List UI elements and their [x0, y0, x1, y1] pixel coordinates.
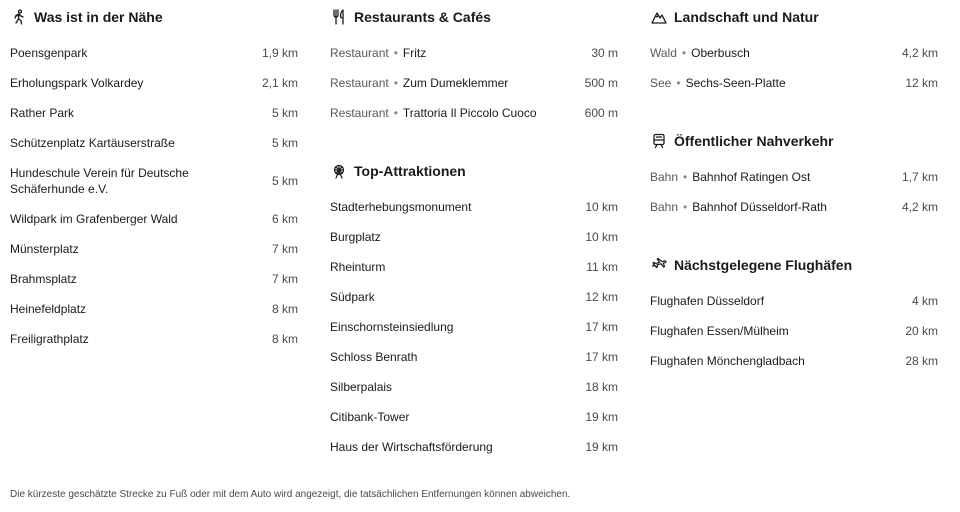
section-header [650, 248, 938, 282]
place-label: Fritz [402, 46, 427, 60]
separator-dot: • [393, 106, 398, 120]
list-item [10, 294, 298, 324]
list-item [650, 162, 938, 192]
distance-value: 8 km [271, 332, 298, 346]
list-item [330, 68, 618, 98]
train-icon [650, 132, 668, 150]
disclaimer-footnote: Die kürzeste geschätzte Strecke zu Fuß oder mit dem Auto wird angezeigt, die tatsächlichen Entfernungen können abweichen. [10, 489, 571, 500]
distance-value: 10 km [585, 200, 618, 214]
place-name: Wildpark im Grafenberger Wald [10, 212, 178, 226]
restaurants-list [330, 38, 618, 128]
distance-value: 19 km [585, 440, 618, 454]
place-name: Stadterhebungsmonument [330, 200, 472, 214]
list-item [330, 252, 618, 282]
mountain-icon [650, 8, 668, 26]
distance-value: 1,9 km [261, 46, 298, 60]
distance-value: 1,7 km [901, 170, 938, 184]
distance-value: 12 km [585, 290, 618, 304]
place-name: Münsterplatz [10, 242, 79, 256]
section-header [650, 0, 938, 34]
place-name: Freiligrathplatz [10, 332, 89, 346]
distance-value: 4,2 km [901, 200, 938, 214]
section-header [330, 154, 618, 188]
list-item [330, 342, 618, 372]
list-item [650, 346, 938, 376]
distance-value: 2,1 km [261, 76, 298, 90]
place-category: Wald [650, 46, 677, 60]
column-right [650, 0, 938, 402]
fork-knife-icon [330, 8, 348, 26]
section-title: Öffentlicher Nahverkehr [674, 133, 834, 149]
distance-value: 500 m [584, 76, 618, 90]
distance-value: 20 km [905, 324, 938, 338]
distance-value: 6 km [271, 212, 298, 226]
place-name: Haus der Wirtschaftsförderung [330, 440, 493, 454]
place-name: Silberpalais [330, 380, 393, 394]
place-label: Zum Dumeklemmer [402, 76, 509, 90]
place-name: Rheinturm [330, 260, 386, 274]
list-item [650, 68, 938, 98]
separator-dot: • [683, 170, 688, 184]
place-name [330, 75, 508, 91]
distance-value: 600 m [584, 106, 618, 120]
place-name [650, 75, 786, 91]
distance-value: 4 km [911, 294, 938, 308]
list-item [330, 372, 618, 402]
section-header [650, 124, 938, 158]
section-nature [650, 0, 938, 98]
place-name: Heinefeldplatz [10, 302, 87, 316]
column-middle [330, 0, 618, 488]
place-label: Oberbusch [691, 46, 750, 60]
place-name [330, 105, 537, 121]
section-title: Nächstgelegene Flughäfen [674, 257, 853, 273]
distance-value: 28 km [905, 354, 938, 368]
list-item [10, 234, 298, 264]
distance-value: 12 km [905, 76, 938, 90]
list-item [10, 68, 298, 98]
place-name: Erholungspark Volkardey [10, 76, 144, 90]
place-name [650, 199, 827, 215]
place-label: Trattoria Il Piccolo Cuoco [402, 106, 537, 120]
list-item [330, 402, 618, 432]
section-attractions [330, 154, 618, 462]
distance-value: 17 km [585, 350, 618, 364]
place-name: Südpark [330, 290, 375, 304]
airports-list [650, 286, 938, 376]
list-item [10, 264, 298, 294]
section-title: Top-Attraktionen [354, 163, 466, 179]
distance-value: 10 km [585, 230, 618, 244]
section-airports [650, 248, 938, 376]
place-label: Bahnhof Ratingen Ost [692, 170, 811, 184]
list-item [330, 192, 618, 222]
separator-dot: • [676, 76, 681, 90]
list-item [330, 432, 618, 462]
distance-value: 30 m [591, 46, 618, 60]
list-item [650, 192, 938, 222]
nearby-list [10, 38, 298, 354]
attractions-list [330, 192, 618, 462]
place-category: Restaurant [330, 106, 389, 120]
ferris-wheel-icon [330, 162, 348, 180]
place-category: See [650, 76, 672, 90]
place-category: Bahn [650, 170, 679, 184]
place-name [650, 169, 810, 185]
list-item [10, 98, 298, 128]
place-label: Sechs-Seen-Platte [685, 76, 786, 90]
place-name [650, 45, 750, 61]
distance-value: 8 km [271, 302, 298, 316]
place-name: Schützenplatz Kartäuserstraße [10, 136, 175, 150]
list-item [650, 316, 938, 346]
section-header [330, 0, 618, 34]
place-name: Hundeschule Verein für Deutsche Schäferhunde e.V. [10, 166, 189, 196]
list-item [650, 38, 938, 68]
section-title: Landschaft und Natur [674, 9, 819, 25]
section-nearby [10, 0, 298, 354]
distance-value: 17 km [585, 320, 618, 334]
place-name: Burgplatz [330, 230, 381, 244]
walking-person-icon [10, 8, 28, 26]
nature-list [650, 38, 938, 98]
place-name: Brahmsplatz [10, 272, 77, 286]
place-name: Flughafen Düsseldorf [650, 294, 765, 308]
list-item [10, 38, 298, 68]
list-item [330, 38, 618, 68]
place-name: Rather Park [10, 106, 75, 120]
separator-dot: • [681, 46, 687, 60]
list-item [330, 222, 618, 252]
list-item [10, 324, 298, 354]
list-item [330, 98, 618, 128]
distance-value: 7 km [271, 242, 298, 256]
section-restaurants [330, 0, 618, 128]
distance-value: 5 km [271, 106, 298, 120]
place-category: Restaurant [330, 76, 389, 90]
list-item [330, 282, 618, 312]
distance-value: 11 km [586, 260, 618, 274]
place-name: Schloss Benrath [330, 350, 418, 364]
distance-value: 5 km [271, 174, 298, 188]
place-name: Flughafen Mönchengladbach [650, 354, 805, 368]
distance-value: 19 km [585, 410, 618, 424]
distance-value: 18 km [585, 380, 618, 394]
section-title: Restaurants & Cafés [354, 9, 491, 25]
distance-value: 5 km [271, 136, 298, 150]
place-name: Einschornsteinsiedlung [330, 320, 454, 334]
airplane-icon [650, 256, 668, 274]
distance-value: 4,2 km [901, 46, 938, 60]
separator-dot: • [393, 76, 398, 90]
list-item [330, 312, 618, 342]
place-category: Restaurant [330, 46, 389, 60]
separator-dot: • [393, 46, 398, 60]
place-label: Bahnhof Düsseldorf-Rath [692, 200, 827, 214]
list-item [10, 128, 298, 158]
place-name [330, 45, 426, 61]
place-category: Bahn [650, 200, 679, 214]
distance-value: 7 km [271, 272, 298, 286]
list-item [10, 204, 298, 234]
place-name: Poensgenpark [10, 46, 88, 60]
list-item [650, 286, 938, 316]
place-name: Citibank-Tower [330, 410, 410, 424]
separator-dot: • [683, 200, 688, 214]
section-header [10, 0, 298, 34]
transit-list [650, 162, 938, 222]
section-title: Was ist in der Nähe [34, 9, 163, 25]
list-item [10, 158, 298, 204]
place-name: Flughafen Essen/Mülheim [650, 324, 789, 338]
column-left [10, 0, 298, 380]
section-transit [650, 124, 938, 222]
